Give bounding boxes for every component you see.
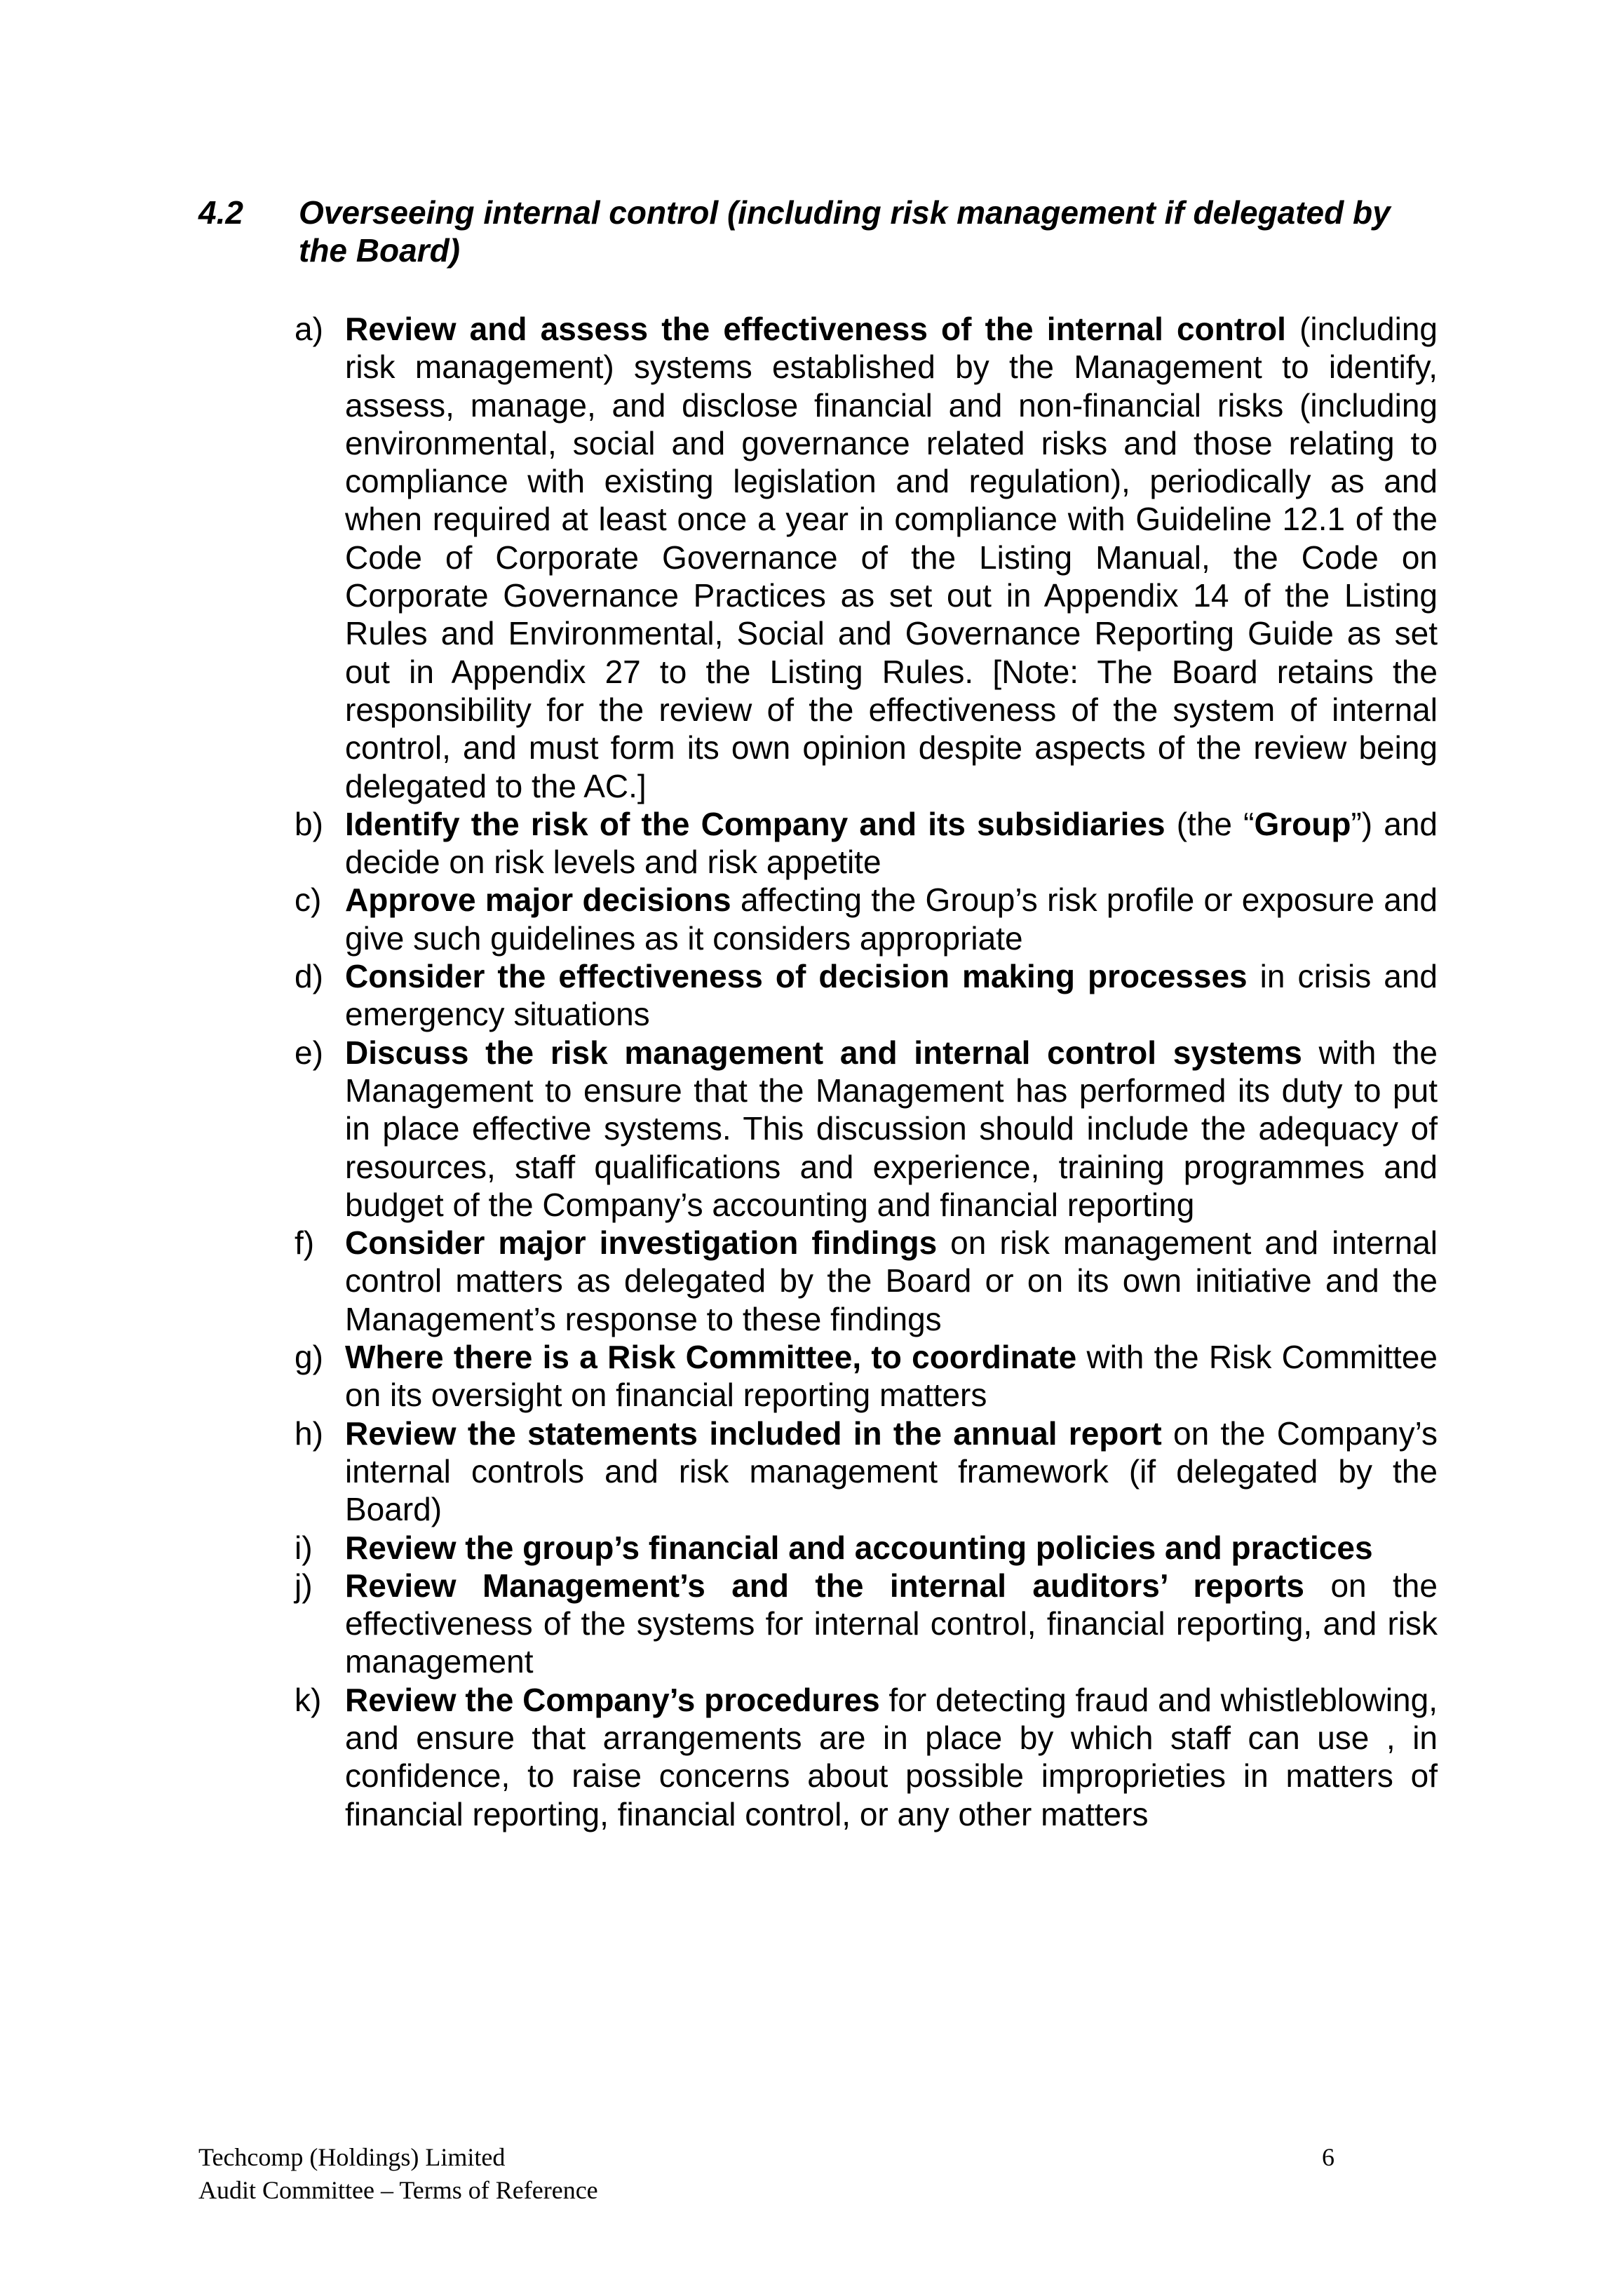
item-marker: e) [295, 1034, 323, 1071]
list-item-b [295, 805, 1438, 882]
item-bold-text: Identify the risk of the Company and its subsidiaries [345, 805, 1165, 842]
item-body-text: on risk management and internal control matters as delegated by the Board or on its own initiative and the Management’s response to these findings [345, 1224, 1438, 1337]
item-body-text: in crisis and emergency situations [345, 958, 1438, 1033]
item-marker: b) [295, 805, 323, 842]
footer-company-name: Techcomp (Holdings) Limited [198, 2143, 506, 2171]
item-body-text: ”) and decide on risk levels and risk appetite [345, 805, 1438, 881]
item-bold-text: Review the Company’s procedures [345, 1681, 880, 1718]
item-body-text: affecting the Group’s risk profile or exposure and give such guidelines as it considers appropriate [345, 882, 1438, 957]
item-body-text: on the effectiveness of the systems for internal control, financial reporting, and risk management [345, 1567, 1438, 1680]
item-body-text: on the Company’s internal controls and risk management framework (if delegated by the Board) [345, 1414, 1438, 1528]
list-item-j [295, 1567, 1438, 1681]
section-heading [198, 194, 1447, 269]
item-body-text: with the Management to ensure that the Management has performed its duty to put in place effective systems. This discussion should include the adequacy of resources, staff qualifications and experience, training programmes and budget of the Company’s accounting and financial reporting [345, 1034, 1438, 1223]
list-item-e [295, 1034, 1438, 1224]
item-body-text: for detecting fraud and whistleblowing, and ensure that arrangements are in place by which staff can use , in confidence, to raise concerns about possible improprieties in matters of financial reporting, financial control, or any other matters [345, 1681, 1438, 1832]
item-body-text: (including risk management) systems established by the Management to identify, assess, manage, and disclose financial and non-financial risks (including environmental, social and governance related risks and those relating to compliance with existing legislation and regulation), periodically as and when required at least once a year in compliance with Guideline 12.1 of the Code of Corporate Governance of the Listing Manual, the Code on Corporate Governance Practices as set out in Appendix 14 of the Listing Rules and Environmental, Social and Governance Reporting Guide as set out in Appendix 27 to the Listing Rules. [Note: The Board retains the responsibility for the review of the effectiveness of the system of internal control, and must form its own opinion despite aspects of the review being delegated to the AC.] [345, 311, 1438, 804]
item-defined-term: Group [1254, 805, 1351, 842]
item-marker: d) [295, 958, 323, 995]
item-marker: i) [295, 1529, 313, 1566]
list-item-f [295, 1224, 1438, 1338]
item-marker: g) [295, 1339, 323, 1376]
item-marker: k) [295, 1681, 322, 1718]
list-item-c [295, 881, 1438, 957]
item-body-text: (the “ [1165, 805, 1255, 842]
item-bold-text: Where there is a Risk Committee, to coordinate [345, 1339, 1077, 1376]
item-bold-text: Consider major investigation findings [345, 1224, 938, 1262]
section-number: 4.2 [198, 194, 243, 231]
item-bold-text: Consider the effectiveness of decision making processes [345, 958, 1248, 995]
item-body-text: with the Risk Committee on its oversight on financial reporting matters [345, 1339, 1438, 1414]
list-item-h [295, 1414, 1438, 1529]
item-marker: c) [295, 882, 322, 919]
section-title: Overseeing internal control (including risk management if delegated by the Board) [299, 194, 1391, 269]
page-footer [198, 2141, 1341, 2207]
item-marker: j) [295, 1567, 313, 1604]
item-marker: h) [295, 1414, 323, 1452]
item-bold-text: Review the statements included in the annual report [345, 1414, 1162, 1452]
list-item-a [295, 310, 1438, 805]
list-item-g [295, 1338, 1438, 1414]
page-number: 6 [1322, 2143, 1334, 2171]
item-marker: f) [295, 1224, 315, 1262]
item-bold-text: Review and assess the effectiveness of the internal control [345, 311, 1286, 347]
item-bold-text: Review Management’s and the internal auditors’ reports [345, 1567, 1305, 1604]
item-marker: a) [295, 311, 323, 347]
list-item-i [295, 1529, 1438, 1567]
footer-document-title: Audit Committee – Terms of Reference [198, 2176, 598, 2204]
item-bold-text: Review the group’s financial and accounting policies and practices [345, 1529, 1373, 1566]
list-item-d [295, 957, 1438, 1034]
item-bold-text: Discuss the risk management and internal control systems [345, 1034, 1302, 1071]
list-item-k [295, 1681, 1438, 1833]
item-bold-text: Approve major decisions [345, 882, 731, 919]
control-items-list [295, 310, 1438, 1833]
